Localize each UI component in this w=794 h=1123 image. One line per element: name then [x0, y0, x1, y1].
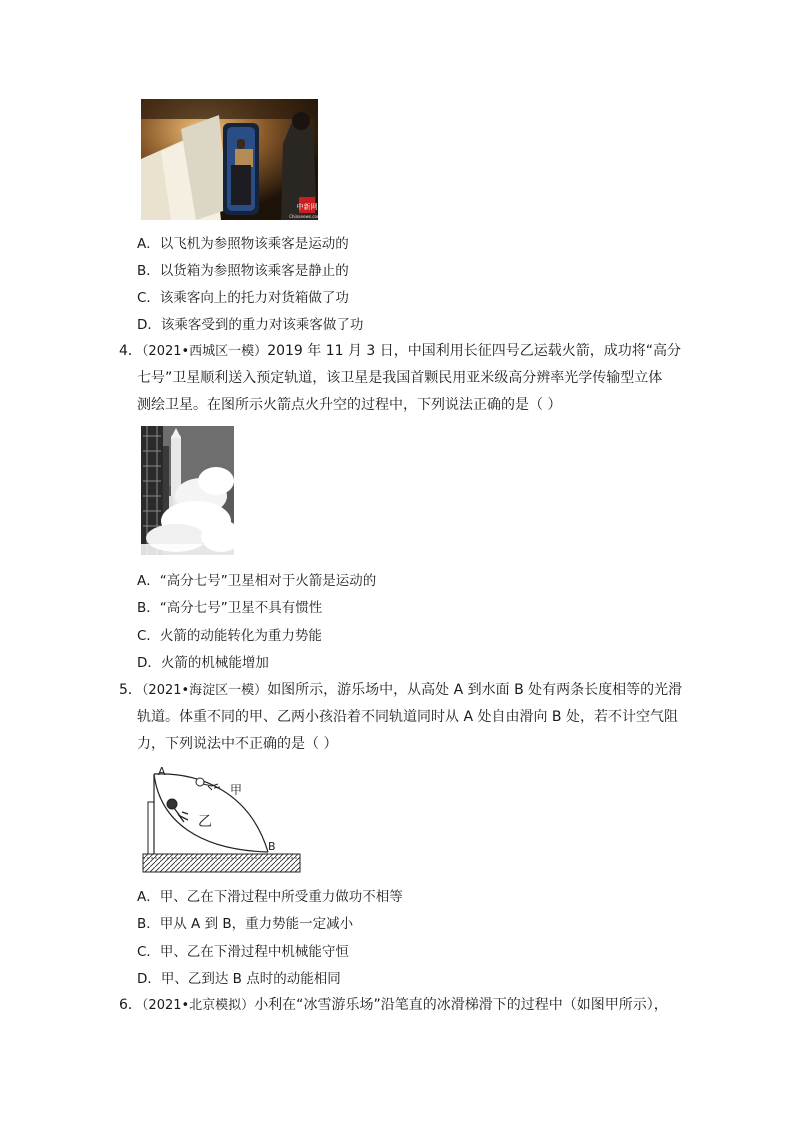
q4-text-1: 2019 年 11 月 3 日，中国利用长征四号乙运载火箭，成功将“高分 — [267, 343, 682, 359]
q3-option-d: D．该乘客受到的重力对该乘客做了功 — [137, 317, 364, 333]
q4-stem-line-2: 七号”卫星顺利送入预定轨道，该卫星是我国首颗民用亚米级高分辨率光学传输型立体 — [137, 370, 663, 386]
q5-stem-line-2: 轨道。体重不同的甲、乙两小孩沿着不同轨道同时从 A 处自由滑向 B 处，若不计空气阻 — [137, 709, 678, 725]
q5-number: 5． — [119, 682, 142, 698]
rocket-launch-photo — [141, 426, 234, 555]
q4-option-a: A．“高分七号”卫星相对于火箭是运动的 — [137, 573, 377, 589]
airplane-cargo-illustration — [141, 99, 318, 220]
q5-stem-line-1 — [119, 680, 682, 701]
label-b: B — [268, 840, 276, 853]
q5-source: （2021•海淀区一模） — [141, 683, 268, 698]
q6-text-1: 小利在“冰雪游乐场”沿笔直的冰滑梯滑下的过程中（如图甲所示）， — [254, 997, 668, 1013]
label-yi: 乙 — [198, 814, 212, 830]
q4-option-d: D．火箭的机械能增加 — [137, 655, 269, 671]
q6-stem-line-1 — [119, 995, 668, 1016]
q5-option-a: A．甲、乙在下滑过程中所受重力做功不相等 — [137, 889, 403, 905]
q4-number: 4． — [119, 343, 142, 359]
q4-stem-line-1 — [119, 341, 681, 362]
q6-number: 6． — [119, 997, 142, 1013]
label-jia: 甲 — [230, 783, 243, 797]
label-a: A — [158, 765, 166, 778]
airplane-cargo-photo — [141, 99, 318, 220]
q4-option-c: C．火箭的动能转化为重力势能 — [137, 628, 322, 644]
watermark-url: Chinanews.com — [289, 214, 318, 219]
slide-track-figure — [140, 762, 304, 876]
q5-option-b: B．甲从 A 到 B，重力势能一定减小 — [137, 916, 354, 932]
q4-stem-line-3: 测绘卫星。在图所示火箭点火升空的过程中，下列说法正确的是（ ） — [137, 397, 562, 413]
q5-option-c: C．甲、乙在下滑过程中机械能守恒 — [137, 944, 349, 960]
q5-stem-line-3: 力，下列说法中不正确的是（ ） — [137, 736, 338, 752]
q4-option-b: B．“高分七号”卫星不具有惯性 — [137, 600, 323, 616]
q5-option-d: D．甲、乙到达 B 点时的动能相同 — [137, 971, 341, 987]
q6-source: （2021•北京模拟） — [141, 998, 255, 1013]
slide-track-diagram — [140, 762, 304, 876]
rocket-launch-illustration — [141, 426, 234, 555]
q3-option-a: A．以飞机为参照物该乘客是运动的 — [137, 236, 349, 252]
q5-text-1: 如图所示，游乐场中，从高处 A 到水面 B 处有两条长度相等的光滑 — [267, 682, 683, 698]
q4-source: （2021•西城区一模） — [141, 344, 268, 359]
q3-option-c: C．该乘客向上的托力对货箱做了功 — [137, 290, 349, 306]
q3-option-b: B．以货箱为参照物该乘客是静止的 — [137, 263, 349, 279]
watermark-text: 中新网 — [296, 203, 318, 211]
